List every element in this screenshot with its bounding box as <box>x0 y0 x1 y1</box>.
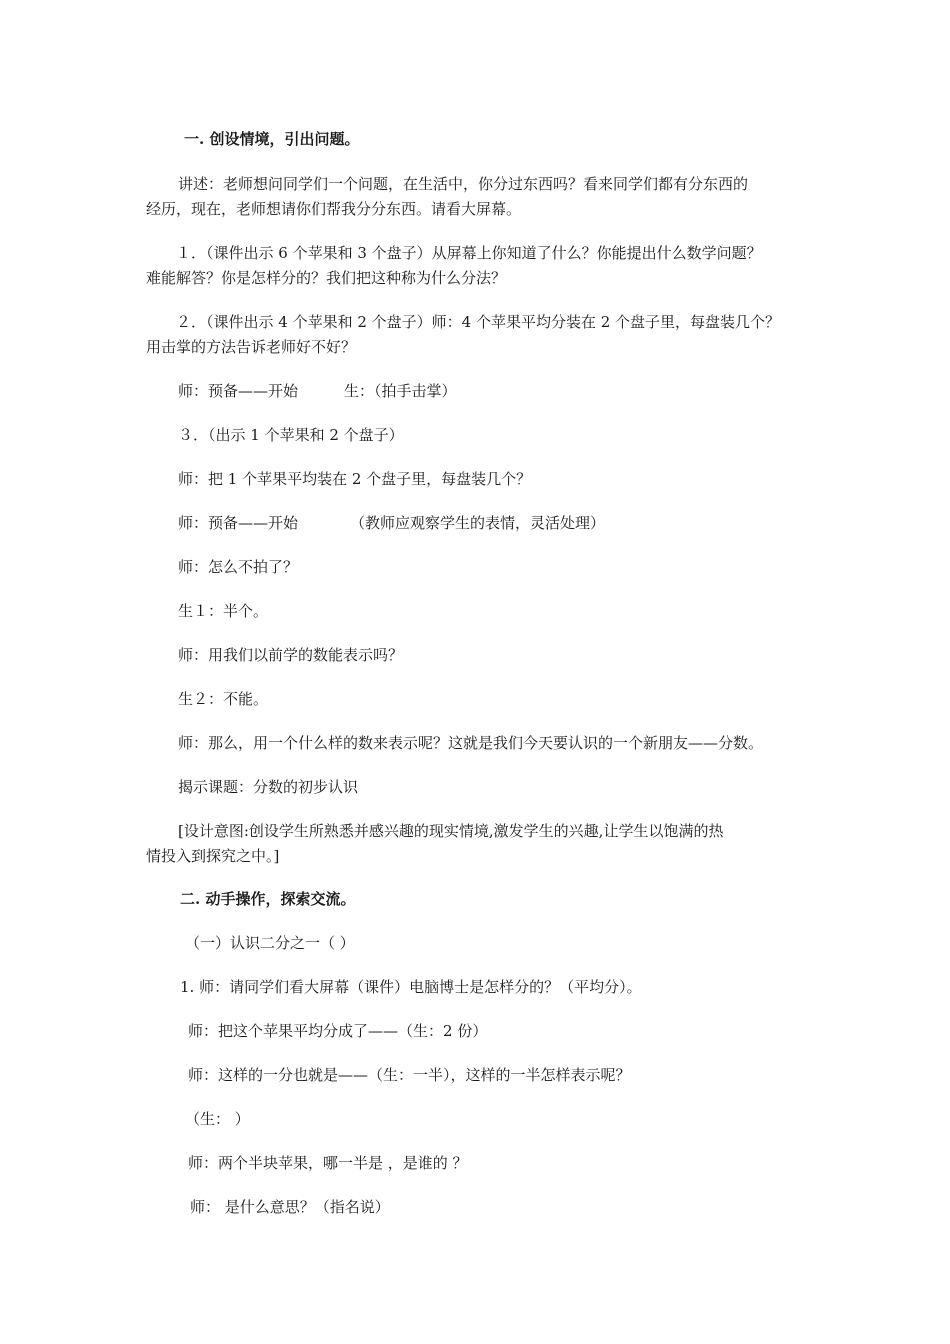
teacher-question-1: 师：把 1 个苹果平均装在 2 个盘子里，每盘装几个？ <box>178 470 532 488</box>
topic-reveal: 揭示课题：分数的初步认识 <box>178 778 359 796</box>
section2-heading: 二. 动手操作，探索交流。 <box>180 890 356 908</box>
intro-line-2: 经历，现在，老师想请你们帮我分分东西。请看大屏幕。 <box>146 200 522 218</box>
student-2-answer: 生２：不能。 <box>178 690 269 708</box>
student-clap: 生：（拍手击掌） <box>344 382 457 400</box>
item2-line-2: 用击掌的方法告诉老师好不好？ <box>146 338 357 356</box>
section1-heading: 一. 创设情境，引出问题。 <box>184 130 360 148</box>
teacher-ready-1: 师：预备——开始 <box>178 382 299 400</box>
teacher-note: （教师应观察学生的表情，灵活处理） <box>350 514 606 532</box>
student-1-answer: 生１：半个。 <box>178 602 269 620</box>
teacher-line-a: 师：把这个苹果平均分成了——（生：2 份） <box>188 1022 488 1040</box>
subsection-1: （一）认识二分之一（ ） <box>185 934 355 952</box>
item1-line-1: １．（课件出示 6 个苹果和 3 个盘子）从屏幕上你知道了什么？你能提出什么数学问题？ <box>176 244 762 262</box>
item3: ３．（出示 1 个苹果和 2 个盘子） <box>178 426 404 444</box>
design-intent-line-2: 情投入到探究之中。] <box>146 847 280 865</box>
teacher-line-e: 师： 是什么意思？（指名说） <box>190 1198 390 1216</box>
intro-line-1: 讲述：老师想问同学们一个问题，在生活中，你分过东西吗？看来同学们都有分东西的 <box>178 175 749 193</box>
item1-line-2: 难能解答？你是怎样分的？我们把这种称为什么分法？ <box>146 269 507 287</box>
teacher-question-2: 师：怎么不拍了？ <box>178 558 299 576</box>
student-line-c: （生： ） <box>185 1110 250 1128</box>
section2-item-1: 1. 师：请同学们看大屏幕（课件）电脑博士是怎样分的？（平均分）。 <box>180 978 642 996</box>
item2-line-1: ２．（课件出示 4 个苹果和 2 个盘子）师：4 个苹果平均分装在 2 个盘子里，每盘装几个？ <box>176 313 781 331</box>
teacher-ready-2: 师：预备——开始 <box>178 514 299 532</box>
teacher-line-b: 师：这样的一分也就是——（生：一半），这样的一半怎样表示呢？ <box>188 1066 631 1084</box>
teacher-question-3: 师：用我们以前学的数能表示吗？ <box>178 646 404 664</box>
design-intent-line-1: [设计意图:创设学生所熟悉并感兴趣的现实情境,激发学生的兴趣,让学生以饱满的热 <box>178 822 724 840</box>
teacher-line-d: 师：两个半块苹果，哪一半是 ，是谁的 ？ <box>188 1154 468 1172</box>
teacher-question-4: 师：那么，用一个什么样的数来表示呢？这就是我们今天要认识的一个新朋友——分数。 <box>178 734 764 752</box>
